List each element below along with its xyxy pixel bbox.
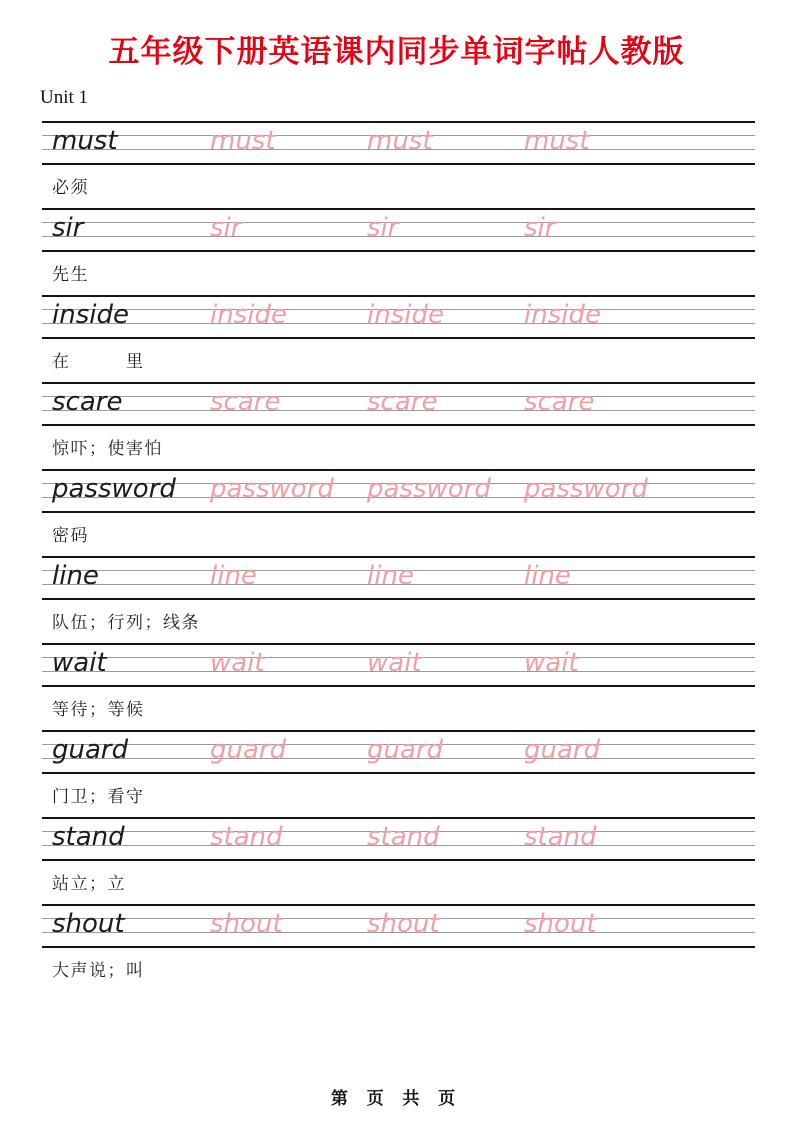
practice-word-1: sir <box>210 213 242 243</box>
staff-line-upper-mid <box>42 222 755 223</box>
unit-label: Unit 1 <box>40 87 89 108</box>
staff-line-bottom <box>42 511 755 513</box>
model-word: line <box>52 561 99 591</box>
page-title: 五年级下册英语课内同步单词字帖人教版 <box>108 34 685 69</box>
word-translation: 先生 <box>52 265 89 285</box>
model-word: stand <box>52 822 125 852</box>
practice-word-1: line <box>210 561 257 591</box>
practice-word-3: scare <box>524 387 595 417</box>
word-row-inside <box>0 295 793 382</box>
staff-line-baseline <box>42 236 755 237</box>
writing-staff <box>42 817 755 861</box>
word-translation: 密码 <box>52 526 89 546</box>
practice-word-2: scare <box>367 387 438 417</box>
writing-staff <box>42 121 755 165</box>
word-row-stand <box>0 817 793 904</box>
word-row-must <box>0 121 793 208</box>
practice-word-2: password <box>367 474 491 504</box>
word-translation: 站立；立 <box>52 874 126 894</box>
word-row-shout <box>0 904 793 991</box>
practice-word-2: guard <box>367 735 444 765</box>
model-word: sir <box>52 213 84 243</box>
practice-word-1: inside <box>210 300 287 330</box>
practice-word-2: wait <box>367 648 422 678</box>
writing-staff <box>42 295 755 339</box>
word-translation: 必须 <box>52 178 89 198</box>
practice-word-2: inside <box>367 300 444 330</box>
writing-staff <box>42 556 755 600</box>
practice-word-3: line <box>524 561 571 591</box>
practice-word-2: line <box>367 561 414 591</box>
model-word: shout <box>52 909 125 939</box>
writing-staff <box>42 904 755 948</box>
practice-word-3: guard <box>524 735 601 765</box>
model-word: guard <box>52 735 129 765</box>
practice-word-1: scare <box>210 387 281 417</box>
staff-line-bottom <box>42 250 755 252</box>
staff-line-bottom <box>42 424 755 426</box>
writing-staff <box>42 208 755 252</box>
staff-line-bottom <box>42 163 755 165</box>
word-translation: 惊吓；使害怕 <box>52 439 163 459</box>
word-row-wait <box>0 643 793 730</box>
model-word: password <box>52 474 176 504</box>
word-translation: 等待；等候 <box>52 700 145 720</box>
practice-word-3: wait <box>524 648 579 678</box>
staff-line-bottom <box>42 337 755 339</box>
practice-word-3: sir <box>524 213 556 243</box>
practice-word-1: wait <box>210 648 265 678</box>
staff-line-bottom <box>42 772 755 774</box>
word-rows <box>0 121 793 991</box>
model-word: wait <box>52 648 107 678</box>
word-translation: 门卫；看守 <box>52 787 145 807</box>
staff-line-bottom <box>42 598 755 600</box>
practice-word-3: shout <box>524 909 597 939</box>
word-translation: 在 里 <box>52 352 145 372</box>
word-row-password <box>0 469 793 556</box>
practice-word-1: shout <box>210 909 283 939</box>
practice-word-2: must <box>367 126 433 156</box>
word-translation: 大声说；叫 <box>52 961 145 981</box>
practice-word-1: password <box>210 474 334 504</box>
word-row-line <box>0 556 793 643</box>
staff-line-bottom <box>42 859 755 861</box>
word-row-scare <box>0 382 793 469</box>
practice-word-2: shout <box>367 909 440 939</box>
page-footer: 第 页 共 页 <box>330 1089 463 1108</box>
practice-word-3: inside <box>524 300 601 330</box>
practice-word-2: sir <box>367 213 399 243</box>
practice-word-3: stand <box>524 822 597 852</box>
practice-word-3: password <box>524 474 648 504</box>
staff-line-bottom <box>42 946 755 948</box>
practice-word-1: must <box>210 126 276 156</box>
model-word: inside <box>52 300 129 330</box>
practice-word-1: guard <box>210 735 287 765</box>
staff-line-bottom <box>42 685 755 687</box>
writing-staff <box>42 730 755 774</box>
model-word: scare <box>52 387 123 417</box>
writing-staff <box>42 469 755 513</box>
word-row-guard <box>0 730 793 817</box>
writing-staff <box>42 643 755 687</box>
writing-staff <box>42 382 755 426</box>
word-row-sir <box>0 208 793 295</box>
practice-word-2: stand <box>367 822 440 852</box>
practice-word-3: must <box>524 126 590 156</box>
staff-line-top <box>42 208 755 210</box>
word-translation: 队伍；行列；线条 <box>52 613 200 633</box>
practice-word-1: stand <box>210 822 283 852</box>
model-word: must <box>52 126 118 156</box>
